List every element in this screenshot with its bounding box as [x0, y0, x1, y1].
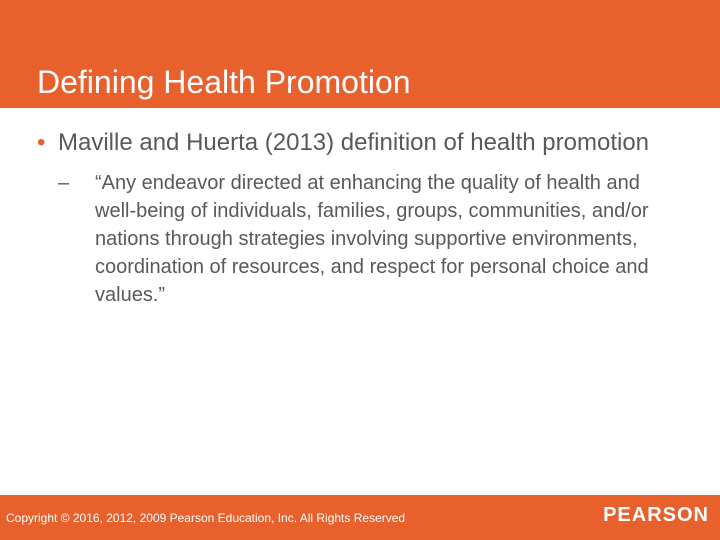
- pearson-logo: PEARSON: [603, 504, 709, 526]
- slide-body: [37, 126, 677, 309]
- title-bar: [0, 0, 720, 108]
- copyright-notice: Copyright © 2016, 2012, 2009 Pearson Education, Inc. All Rights Reserved: [6, 511, 406, 525]
- bullet-text: Maville and Huerta (2013) definition of health promotion: [58, 129, 650, 156]
- sub-bullet-point: [58, 169, 677, 309]
- definition-quote: “Any endeavor directed at enhancing the quality of health and well-being of individuals, families, groups, communities, and/or nations through strategies involving supportive environments, coordination of resources, and respect for personal choice and values.”: [95, 172, 649, 306]
- slide-title: Defining Health Promotion: [37, 64, 411, 100]
- bullet-marker: •: [37, 129, 46, 156]
- bullet-point: [37, 126, 677, 159]
- footer-bar: [0, 495, 720, 540]
- sub-bullet-marker: –: [58, 172, 70, 194]
